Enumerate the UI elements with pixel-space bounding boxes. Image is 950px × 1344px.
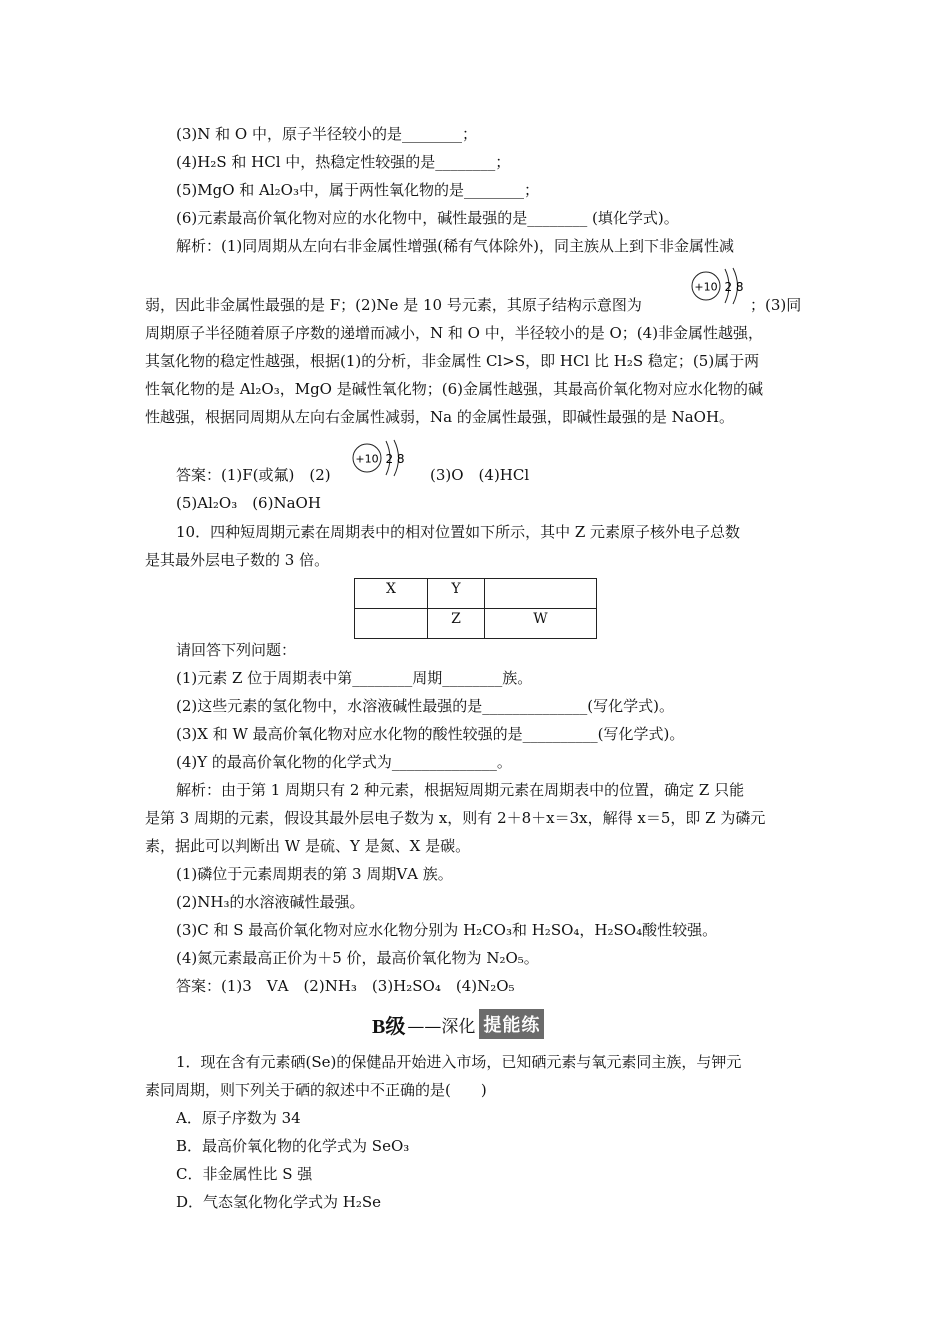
nucleus-charge: +10: [355, 452, 379, 466]
q9-answer-text: (3)O (4)HCl: [430, 466, 530, 484]
b1-option-b: B．最高价氧化物的化学式为 SeO₃: [176, 1137, 410, 1155]
q9-answer-line: 答案：(1)F(或氟) (2): [176, 466, 331, 484]
q9-analysis-text: 弱，因此非金属性最强的是 F；(2)Ne 是 10 号元素，其原子结构示意图为: [145, 296, 642, 314]
q10-stem: 是其最外层电子数的 3 倍。: [145, 551, 330, 569]
section-subtitle: ——深化: [407, 1016, 476, 1037]
b1-option-a: A．原子序数为 34: [176, 1109, 301, 1127]
q10-analysis-line: 解析：由于第 1 周期只有 2 种元素，根据短周期元素在周期表中的位置，确定 Z 只能: [176, 781, 745, 799]
q9-item-3: (3)N 和 O 中，原子半径较小的是________；: [176, 125, 477, 143]
electron-shells: 2 8: [385, 452, 405, 466]
q10-item-1: (1)元素 Z 位于周期表中第________周期________族。: [176, 669, 533, 687]
atom-structure-diagram: [689, 266, 745, 312]
q10-solution-2: (2)NH₃的水溶液碱性最强。: [176, 893, 365, 911]
table-cell: X: [355, 579, 428, 609]
q10-solution-1: (1)磷位于元素周期表的第 3 周期ⅤA 族。: [176, 865, 453, 883]
section-badge: 提能练: [479, 1009, 544, 1039]
q9-analysis-line: 性氧化物的是 Al₂O₃，MgO 是碱性氧化物；(6)金属性越强，其最高价氧化物对应水化物的碱: [145, 380, 763, 398]
table-cell: Y: [428, 579, 485, 609]
q10-prompt: 请回答下列问题：: [176, 641, 297, 659]
q10-analysis-line: 素，据此可以判断出 W 是硫、Y 是氮、X 是碳。: [145, 837, 471, 855]
q9-analysis-line: 解析：(1)同周期从左向右非金属性增强(稀有气体除外)，同主族从上到下非金属性减: [176, 237, 734, 255]
section-level: B级: [372, 1015, 406, 1038]
q10-item-3: (3)X 和 W 最高价氧化物对应水化物的酸性较强的是__________(写化学式)。: [176, 725, 685, 743]
q10-item-2: (2)这些元素的氢化物中，水溶液碱性最强的是______________(写化学式)。: [176, 697, 674, 715]
q10-answer: 答案：(1)3 ⅤA (2)NH₃ (3)H₂SO₄ (4)N₂O₅: [176, 977, 515, 995]
q9-analysis-text: ；(3)同: [750, 296, 802, 314]
q9-answer-line: (5)Al₂O₃ (6)NaOH: [176, 494, 321, 512]
q9-analysis-line: 周期原子半径随着原子序数的递增而减小，N 和 O 中，半径较小的是 O；(4)非金属性越强，: [145, 324, 764, 342]
b1-option-d: D．气态氢化物化学式为 H₂Se: [176, 1193, 382, 1211]
b1-stem: 素同周期，则下列关于硒的叙述中不正确的是( ): [145, 1081, 487, 1099]
section-heading: [372, 1010, 544, 1038]
q9-item-4: (4)H₂S 和 HCl 中，热稳定性较强的是________；: [176, 153, 511, 171]
q10-item-4: (4)Y 的最高价氧化物的化学式为______________。: [176, 753, 512, 771]
b1-stem: 1．现在含有元素硒(Se)的保健品开始进入市场，已知硒元素与氧元素同主族，与钾元: [176, 1053, 742, 1071]
table-cell: [355, 609, 428, 639]
table-cell: [485, 579, 597, 609]
q9-analysis-line: 性越强，根据同周期从左向右金属性减弱，Na 的金属性最强，即碱性最强的是 NaOH。: [145, 408, 735, 426]
q9-analysis-line: 其氢化物的稳定性越强，根据(1)的分析，非金属性 Cl>S，即 HCl 比 H₂S 稳定；(5)属于两: [145, 352, 760, 370]
atom-structure-diagram: [350, 438, 406, 484]
electron-shells: 2 8: [724, 280, 744, 294]
q10-solution-4: (4)氮元素最高正价为＋5 价，最高价氧化物为 N₂O₅。: [176, 949, 539, 967]
q10-analysis-line: 是第 3 周期的元素，假设其最外层电子数为 x，则有 2＋8＋x＝3x，解得 x＝5，即 Z 为磷元: [145, 809, 766, 827]
q9-item-5: (5)MgO 和 Al₂O₃中，属于两性氧化物的是________；: [176, 181, 539, 199]
q10-solution-3: (3)C 和 S 最高价氧化物对应水化物分别为 H₂CO₃和 H₂SO₄，H₂SO₄酸性较强。: [176, 921, 718, 939]
q9-analysis-line: [145, 295, 642, 315]
periodic-position-table: [354, 578, 597, 639]
table-cell: W: [485, 609, 597, 639]
q9-item-6: (6)元素最高价氧化物对应的水化物中，碱性最强的是________ (填化学式)。: [176, 209, 679, 227]
q10-stem: 10．四种短周期元素在周期表中的相对位置如下所示，其中 Z 元素原子核外电子总数: [176, 523, 741, 541]
nucleus-charge: +10: [694, 280, 718, 294]
b1-option-c: C．非金属性比 S 强: [176, 1165, 313, 1183]
table-cell: Z: [428, 609, 485, 639]
